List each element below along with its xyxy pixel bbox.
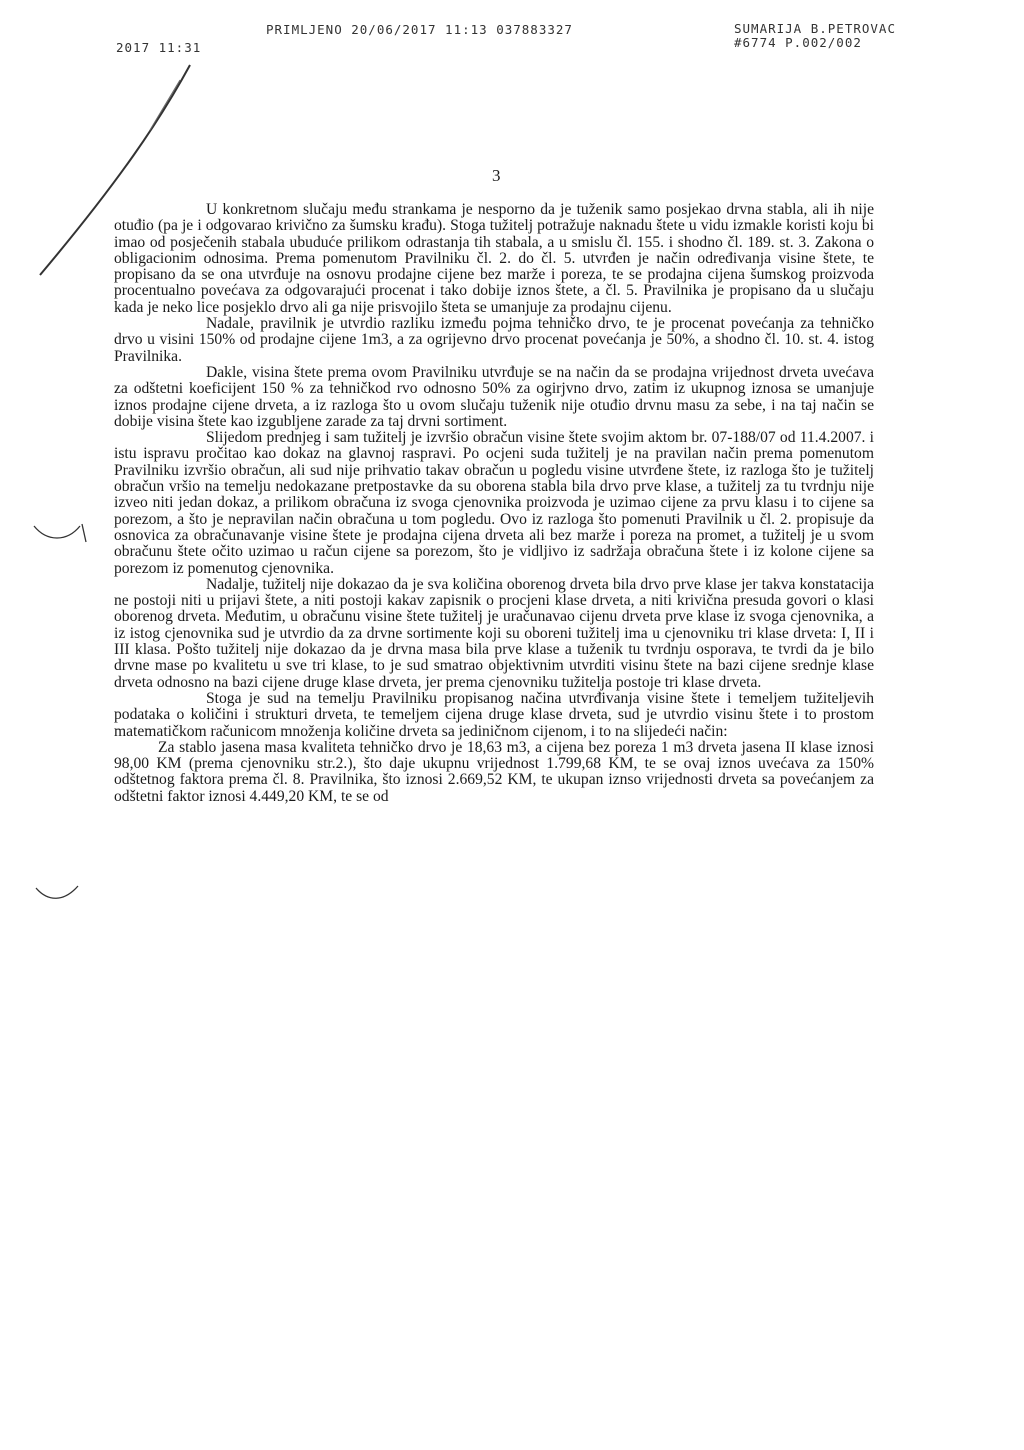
fax-sender-name: SUMARIJA B.PETROVAC — [734, 21, 896, 36]
fax-header-left: 2017 11:31 — [116, 40, 202, 55]
fax-header-received: PRIMLJENO 20/06/2017 11:13 037883327 — [266, 22, 573, 37]
fax-page-id: #6774 P.002/002 — [734, 35, 862, 50]
paragraph-7: Za stablo jasena masa kvaliteta tehničko drvo je 18,63 m3, a cijena bez poreza 1 m3 drveta jasena II klase iznosi 98,00 KM (prema cjenovniku str.2.), što daje ukupnu vrijednost 1.799,68 KM, te se ovaj iznos uvećava za 150% odštetnog faktora prema čl. 8. Pravilnika, što iznosi 2.669,52 KM, te ukupan iznso vrijednosti drveta sa povećanjem za odštetni faktor iznosi 4.449,20 KM, te se od — [114, 738, 874, 805]
fax-header-sender — [734, 22, 896, 50]
paragraph-1: U konkretnom slučaju među strankama je nesporno da je tuženik samo posjekao drvna stabla, ali ih nije otuđio (pa je i odgovarao krivično za šumsku krađu). Stoga tužitelj potražuje naknadu štete u vidu izmakle koristi koju bi imao od posječenih stabala ubuduće prilikom odrastanja tih stabala, a u smislu čl. 155. i shodno čl. 189. st. 3. Zakona o obligacionim odnosima. Prema pomenutom Pravilniku čl. 2. do čl. 5. utvrđen je način određivanja visine štete, te propisano da se ona utvrđuje na osnovu prodajne cijene bez marže i poreza, te se prodajna cijena šumskog proizvoda procentualno povećava za odgovarajući procenat i tako dobije iznos štete, a čl. 5. Pravilnika je propisano da u slučaju kada je neko lice posjeklo drvo ali ga nije prisvojilo šteta se umanjuje za prodajnu cijenu. — [114, 201, 874, 316]
paragraph-3: Dakle, visina štete prema ovom Pravilniku utvrđuje se na način da se prodajna vrijednost drveta uvećava za odštetni koeficijent 150 % za tehničkod rvo odnosno 50% za ogirjvno drvo, zatim iz ukupnog iznosa se umanjuje iznos prodajne cijene drveta, a iz razloga što u ovom slučaju tuženik nije otuđio drvnu masu za sebe, i na taj način se dobije visina štete kao izgubljene zarade za taj drvni sortiment. — [114, 363, 874, 430]
document-body — [114, 202, 874, 805]
paragraph-2: Nadale, pravilnik je utvrdio razliku između pojma tehničko drvo, te je procenat povećanja za tehničko drvo u visini 150% od prodajne cijene 1m3, a za ogrijevno drvo procenat povećanja je 50%, a shodno čl. 10. st. 4. istog Pravilnika. — [114, 315, 874, 365]
margin-curve-mark-1 — [32, 520, 92, 550]
paragraph-4: Slijedom prednjeg i sam tužitelj je izvršio obračun visine štete svojim aktom br. 07-188/07 od 11.4.2007. i istu ispravu pročitao kao dokaz na glavnoj raspravi. Po ocjeni suda tužitelj je na pravilan način prema pomenutom Pravilniku izvršio obračun, ali sud nije prihvatio takav obračun u pogledu visine utvrđene štete, iz razloga što je tužitelj obračun vršio na temelju nedokazane pretpostavke da su oborena stabla bila drvo prve klase, a tužitelj za tu tvrdnju nije izveo niti jedan dokaz, a prilikom obračuna iz svoga cjenovnika proizvoda je uzimao cijene za prvu klasu i to cijene sa porezom, a što je nepravilan način obračuna u tom pogledu. Ovo iz razloga što pomenuti Pravilnik u čl. 2. propisuje da osnovica za obračunavanje visine štete je prodajna cijena drveta ali bez marže i poreza na promet, a tužitelj je u svom obračunu štete očito uzimao u račun cijene sa porezom, što je vidljivo iz sadržaja obračuna štete i iz kolone cijene sa porezom iz pomenutog cjenovnika. — [114, 429, 874, 577]
paragraph-6: Stoga je sud na temelju Pravilniku propisanog načina utvrđivanja visine štete i temeljem tužiteljevih podataka o količini i strukturi drveta, te temeljem cijena druge klase drveta, sud je utvrdio visinu štete i to prostom matematičkom računicom množenja količine drveta sa jediničnom cijenom, i to na slijedeći način: — [114, 689, 874, 740]
margin-curve-mark-2 — [34, 882, 84, 908]
paragraph-5: Nadalje, tužitelj nije dokazao da je sva količina oborenog drveta bila drvo prve klase jer takva konstatacija ne postoji niti u prijavi štete, a niti postoji kakav zapisnik o procjeni klase drveta, a niti krivična presuda govori o klasi oborenog drveta. Međutim, u obračunu visine štete tužitelj je uračunavao cijenu drveta prve klase iz svoga cjenovnika, a iz istog cjenovnika sud je utvrdio da za drvne sortimente koji su oboreni tužitelj ima u cjenovniku tri klase drveta: I, II i III klasa. Pošto tužitelj nije dokazao da je drvna masa bila prve klase a tuženik tu tvrdnju osporava, te tvrdi da je bilo drvne mase po kvalitetu u sve tri klase, to je sud smatrao objektivnim utvrditi visinu štete na bazi cijene srednje klase drveta odnosno na bazi cijene druge klase drveta, jer prema cjenovniku tužitelja postoje tri klase drveta. — [114, 575, 874, 691]
page-number: 3 — [492, 166, 501, 185]
